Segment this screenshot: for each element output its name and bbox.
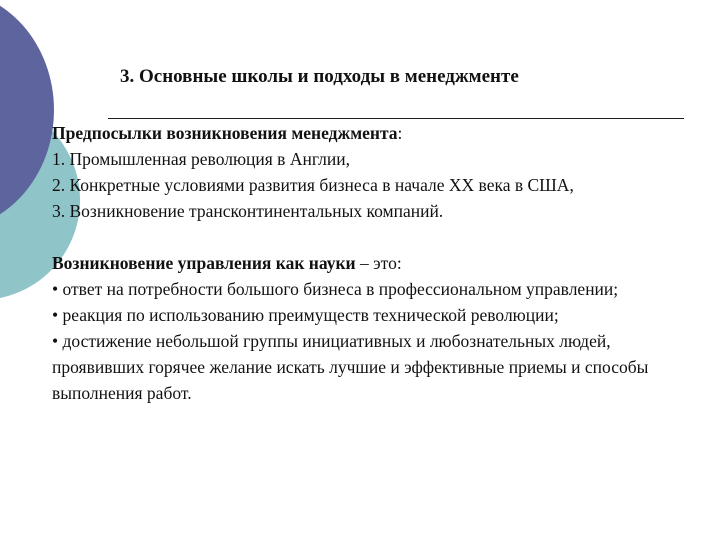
title-divider — [108, 118, 684, 119]
section2-heading: Возникновение управления как науки — [52, 253, 356, 273]
section2-bullet: • реакция по использованию преимуществ технической революции; — [52, 305, 559, 325]
section-spacer — [52, 224, 692, 250]
section2-bullet: • ответ на потребности большого бизнеса в профессиональном управлении; — [52, 279, 619, 299]
section1-item: 3. Возникновение трансконтинентальных компаний. — [52, 201, 444, 221]
section2-bullet: • достижение небольшой группы инициативных и любознательных людей, проявивших горячее желание искать лучшие и эффективные приемы и способы выполнения работ. — [52, 331, 649, 403]
section1-heading-line — [52, 120, 692, 146]
section2-heading-line — [52, 250, 692, 276]
section1-item: 2. Конкретные условиями развития бизнеса в начале ХХ века в США, — [52, 175, 574, 195]
section2-heading-suffix: – это: — [355, 253, 402, 273]
section1-heading-suffix: : — [397, 123, 403, 143]
section1-heading: Предпосылки возникновения менеджмента — [52, 123, 398, 143]
slide-title: 3. Основные школы и подходы в менеджменте — [120, 66, 519, 87]
slide-body — [52, 120, 692, 406]
section1-item: 1. Промышленная революция в Англии, — [52, 149, 350, 169]
